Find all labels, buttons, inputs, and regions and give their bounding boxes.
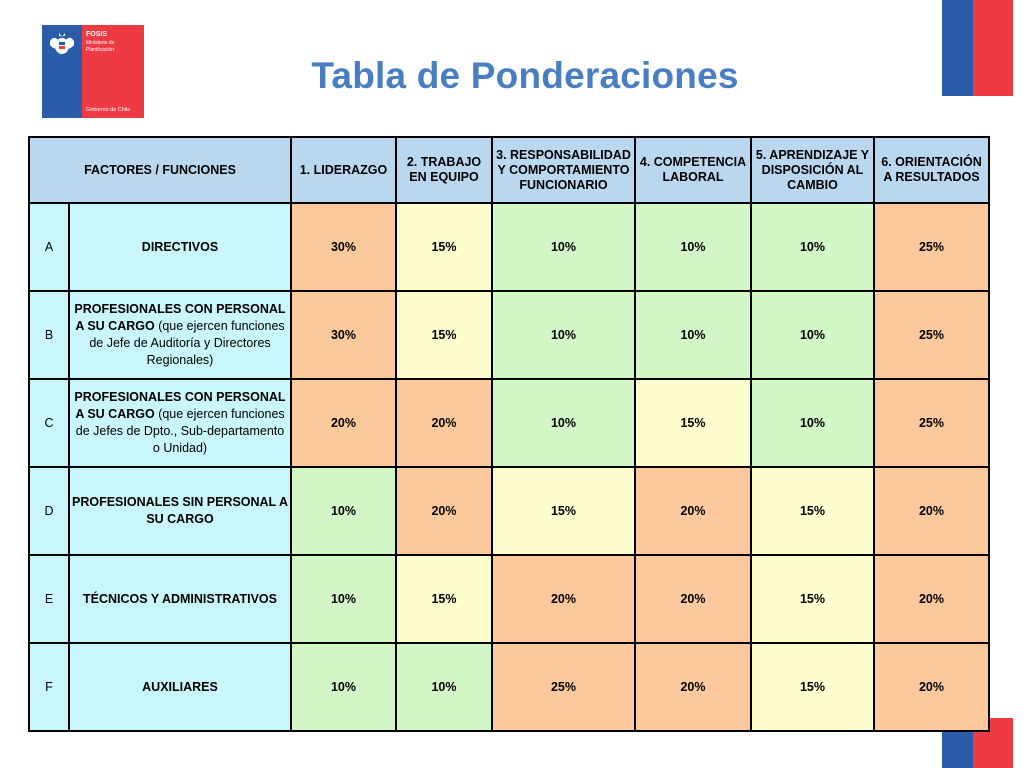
table-row — [29, 467, 989, 555]
logo-red-panel — [82, 25, 144, 118]
weight-cell: 20% — [492, 555, 635, 643]
weight-cell: 20% — [396, 379, 492, 467]
row-function-label — [69, 379, 291, 467]
weight-cell: 10% — [291, 555, 396, 643]
weight-cell: 15% — [396, 203, 492, 291]
header-factores-funciones: FACTORES / FUNCIONES — [29, 137, 291, 203]
row-function-label — [69, 467, 291, 555]
table-row — [29, 291, 989, 379]
row-letter: E — [29, 555, 69, 643]
weight-cell: 15% — [396, 555, 492, 643]
header-aprendizaje: 5. APRENDIZAJE Y DISPOSICIÓN AL CAMBIO — [751, 137, 874, 203]
row-function-label — [69, 291, 291, 379]
header-orientacion-resultados: 6. ORIENTACIÓN A RESULTADOS — [874, 137, 989, 203]
weight-cell: 20% — [635, 467, 751, 555]
weight-cell: 10% — [751, 379, 874, 467]
ponderaciones-table — [28, 136, 990, 732]
row-function-label — [69, 643, 291, 731]
weight-cell: 10% — [635, 291, 751, 379]
table-row — [29, 555, 989, 643]
weight-cell: 20% — [396, 467, 492, 555]
top-right-flag-red-bar — [973, 0, 1013, 96]
weight-cell: 20% — [874, 643, 989, 731]
header-responsabilidad: 3. RESPONSABILIDAD Y COMPORTAMIENTO FUNCIONARIO — [492, 137, 635, 203]
header-competencia-laboral: 4. COMPETENCIA LABORAL — [635, 137, 751, 203]
weight-cell: 10% — [492, 291, 635, 379]
weight-cell: 30% — [291, 203, 396, 291]
weight-cell: 10% — [751, 203, 874, 291]
row-function-title: TÉCNICOS Y ADMINISTRATIVOS — [82, 591, 277, 606]
weight-cell: 10% — [291, 643, 396, 731]
weight-cell: 15% — [751, 643, 874, 731]
chile-coat-of-arms-icon — [48, 31, 76, 57]
row-function-title: AUXILIARES — [142, 679, 218, 694]
weight-cell: 10% — [492, 203, 635, 291]
weight-cell: 10% — [751, 291, 874, 379]
table-row — [29, 203, 989, 291]
weight-cell: 30% — [291, 291, 396, 379]
logo-ministerio-text: Ministerio de — [86, 40, 115, 46]
page-title: Tabla de Ponderaciones — [311, 55, 739, 96]
weight-cell: 20% — [874, 467, 989, 555]
weight-cell: 25% — [492, 643, 635, 731]
row-letter: D — [29, 467, 69, 555]
row-function-detail: (que ejercen funciones de Jefes de Dpto., Sub-departamento o Unidad) — [75, 407, 285, 455]
row-function-title: DIRECTIVOS — [141, 239, 219, 254]
row-letter: F — [29, 643, 69, 731]
fosis-gobierno-logo — [42, 25, 144, 118]
row-letter: C — [29, 379, 69, 467]
logo-planificacion-text: Planificación — [86, 47, 115, 53]
weight-cell: 10% — [492, 379, 635, 467]
table-row — [29, 643, 989, 731]
weight-cell: 25% — [874, 291, 989, 379]
weight-cell: 20% — [635, 555, 751, 643]
top-right-flag-blue-bar — [942, 0, 973, 96]
weight-cell: 10% — [635, 203, 751, 291]
weight-cell: 20% — [291, 379, 396, 467]
weight-cell: 20% — [874, 555, 989, 643]
row-letter: A — [29, 203, 69, 291]
row-function-title: PROFESIONALES SIN PERSONAL A SU CARGO — [72, 495, 289, 526]
logo-gobierno-text: Gobierno de Chile — [86, 107, 131, 113]
row-function-detail: (que ejercen funciones de Jefe de Auditoría y Directores Regionales) — [89, 319, 285, 367]
header-liderazgo: 1. LIDERAZGO — [291, 137, 396, 203]
weight-cell: 10% — [291, 467, 396, 555]
row-function-title: PROFESIONALES CON PERSONAL A SU CARGO — [74, 390, 286, 421]
weight-cell: 10% — [396, 643, 492, 731]
header-trabajo-en-equipo: 2. TRABAJO EN EQUIPO — [396, 137, 492, 203]
logo-fosis-text: FOSIS — [86, 31, 108, 38]
weight-cell: 15% — [751, 555, 874, 643]
weight-cell: 25% — [874, 379, 989, 467]
weight-cell: 15% — [635, 379, 751, 467]
weight-cell: 20% — [635, 643, 751, 731]
row-function-label — [69, 555, 291, 643]
row-letter: B — [29, 291, 69, 379]
logo-blue-panel — [42, 25, 82, 118]
table-header-row — [29, 137, 989, 203]
weight-cell: 15% — [396, 291, 492, 379]
weight-cell: 15% — [492, 467, 635, 555]
table-body — [29, 203, 989, 731]
row-function-label — [69, 203, 291, 291]
weight-cell: 15% — [751, 467, 874, 555]
row-function-title: PROFESIONALES CON PERSONAL A SU CARGO — [74, 302, 286, 333]
weight-cell: 25% — [874, 203, 989, 291]
table-row — [29, 379, 989, 467]
